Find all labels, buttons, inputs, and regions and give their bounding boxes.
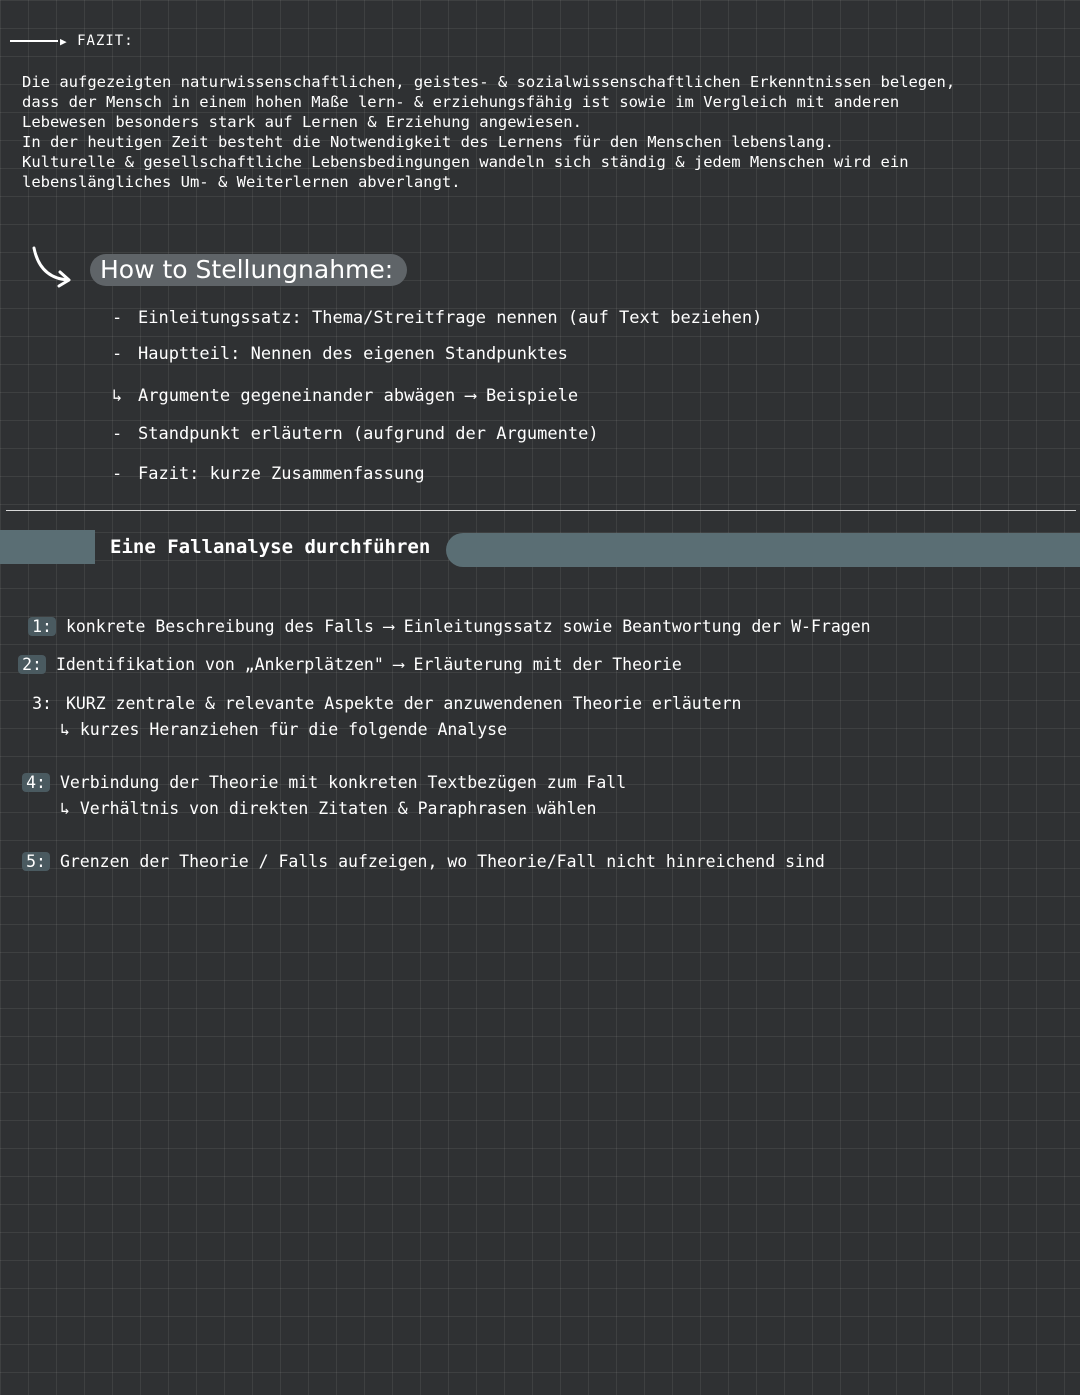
- item-number: 5:: [22, 852, 50, 871]
- fazit-line: Die aufgezeigten naturwissenschaftlichen, geistes- & sozialwissenschaftlichen Erkenntnissen belegen,: [22, 73, 956, 91]
- fazit-heading-text: FAZIT:: [77, 33, 134, 49]
- header-band-right: [446, 533, 1080, 567]
- step-text: Argumente gegeneinander abwägen ⟶ Beispiele: [138, 386, 579, 406]
- fazit-paragraph: [22, 72, 1062, 192]
- fazit-heading: [10, 33, 134, 49]
- list-item: [112, 424, 599, 444]
- fazit-line: In der heutigen Zeit besteht die Notwendigkeit des Lernens für den Menschen lebenslang.: [22, 133, 834, 151]
- list-item: [112, 464, 425, 484]
- step-text: Hauptteil: Nennen des eigenen Standpunktes: [138, 344, 568, 364]
- arrow-head-icon: ▶: [60, 35, 68, 48]
- stellungnahme-title: How to Stellungnahme:: [90, 254, 407, 286]
- step-text: Einleitungssatz: Thema/Streitfrage nennen (auf Text beziehen): [138, 308, 763, 328]
- arrow-icon: [10, 40, 58, 42]
- bullet-dash: -: [112, 308, 123, 328]
- header-band-left: [0, 530, 95, 564]
- list-item: [112, 344, 568, 364]
- item-number: 4:: [22, 773, 50, 792]
- step-text: Fazit: kurze Zusammenfassung: [138, 464, 425, 484]
- list-item: [112, 386, 578, 406]
- item-number: 3:: [32, 694, 52, 713]
- step-text: Standpunkt erläutern (aufgrund der Argumente): [138, 424, 599, 444]
- list-item: [112, 308, 762, 328]
- fazit-line: Kulturelle & gesellschaftliche Lebensbedingungen wandeln sich ständig & jedem Menschen wird ein: [22, 153, 909, 171]
- section-divider: [6, 510, 1076, 511]
- fallanalyse-title: Eine Fallanalyse durchführen: [110, 536, 431, 558]
- item-subtext: ↳ Verhältnis von direkten Zitaten & Paraphrasen wählen: [60, 799, 597, 818]
- item-number: 2:: [18, 655, 46, 674]
- fazit-line: Lebewesen besonders stark auf Lernen & Erziehung angewiesen.: [22, 113, 582, 131]
- bullet-dash: -: [112, 424, 123, 444]
- item-text: Grenzen der Theorie / Falls aufzeigen, wo Theorie/Fall nicht hinreichend sind: [59, 852, 825, 871]
- fazit-line: lebenslängliches Um- & Weiterlernen abverlangt.: [22, 173, 461, 191]
- list-item: [18, 655, 682, 674]
- item-subtext: ↳ kurzes Heranziehen für die folgende Analyse: [60, 720, 508, 739]
- item-text: KURZ zentrale & relevante Aspekte der anzuwendenen Theorie erläutern: [65, 694, 742, 713]
- hook-arrow-icon: [28, 242, 78, 292]
- item-number: 1:: [28, 617, 56, 636]
- item-text: Identifikation von „Ankerplätzen" ⟶ Erläuterung mit der Theorie: [55, 655, 682, 674]
- list-item: [22, 852, 825, 871]
- fazit-line: dass der Mensch in einem hohen Maße lern- & erziehungsfähig ist sowie im Vergleich mit anderen: [22, 93, 900, 111]
- item-text: Verbindung der Theorie mit konkreten Textbezügen zum Fall: [59, 773, 627, 792]
- bullet-dash: -: [112, 344, 123, 364]
- item-text: konkrete Beschreibung des Falls ⟶ Einleitungssatz sowie Beantwortung der W-Fragen: [65, 617, 871, 636]
- bullet-dash: -: [112, 464, 123, 484]
- list-item: [22, 773, 626, 792]
- sub-arrow-icon: ↳: [112, 386, 123, 406]
- list-item: [28, 694, 741, 713]
- list-item: [28, 617, 871, 636]
